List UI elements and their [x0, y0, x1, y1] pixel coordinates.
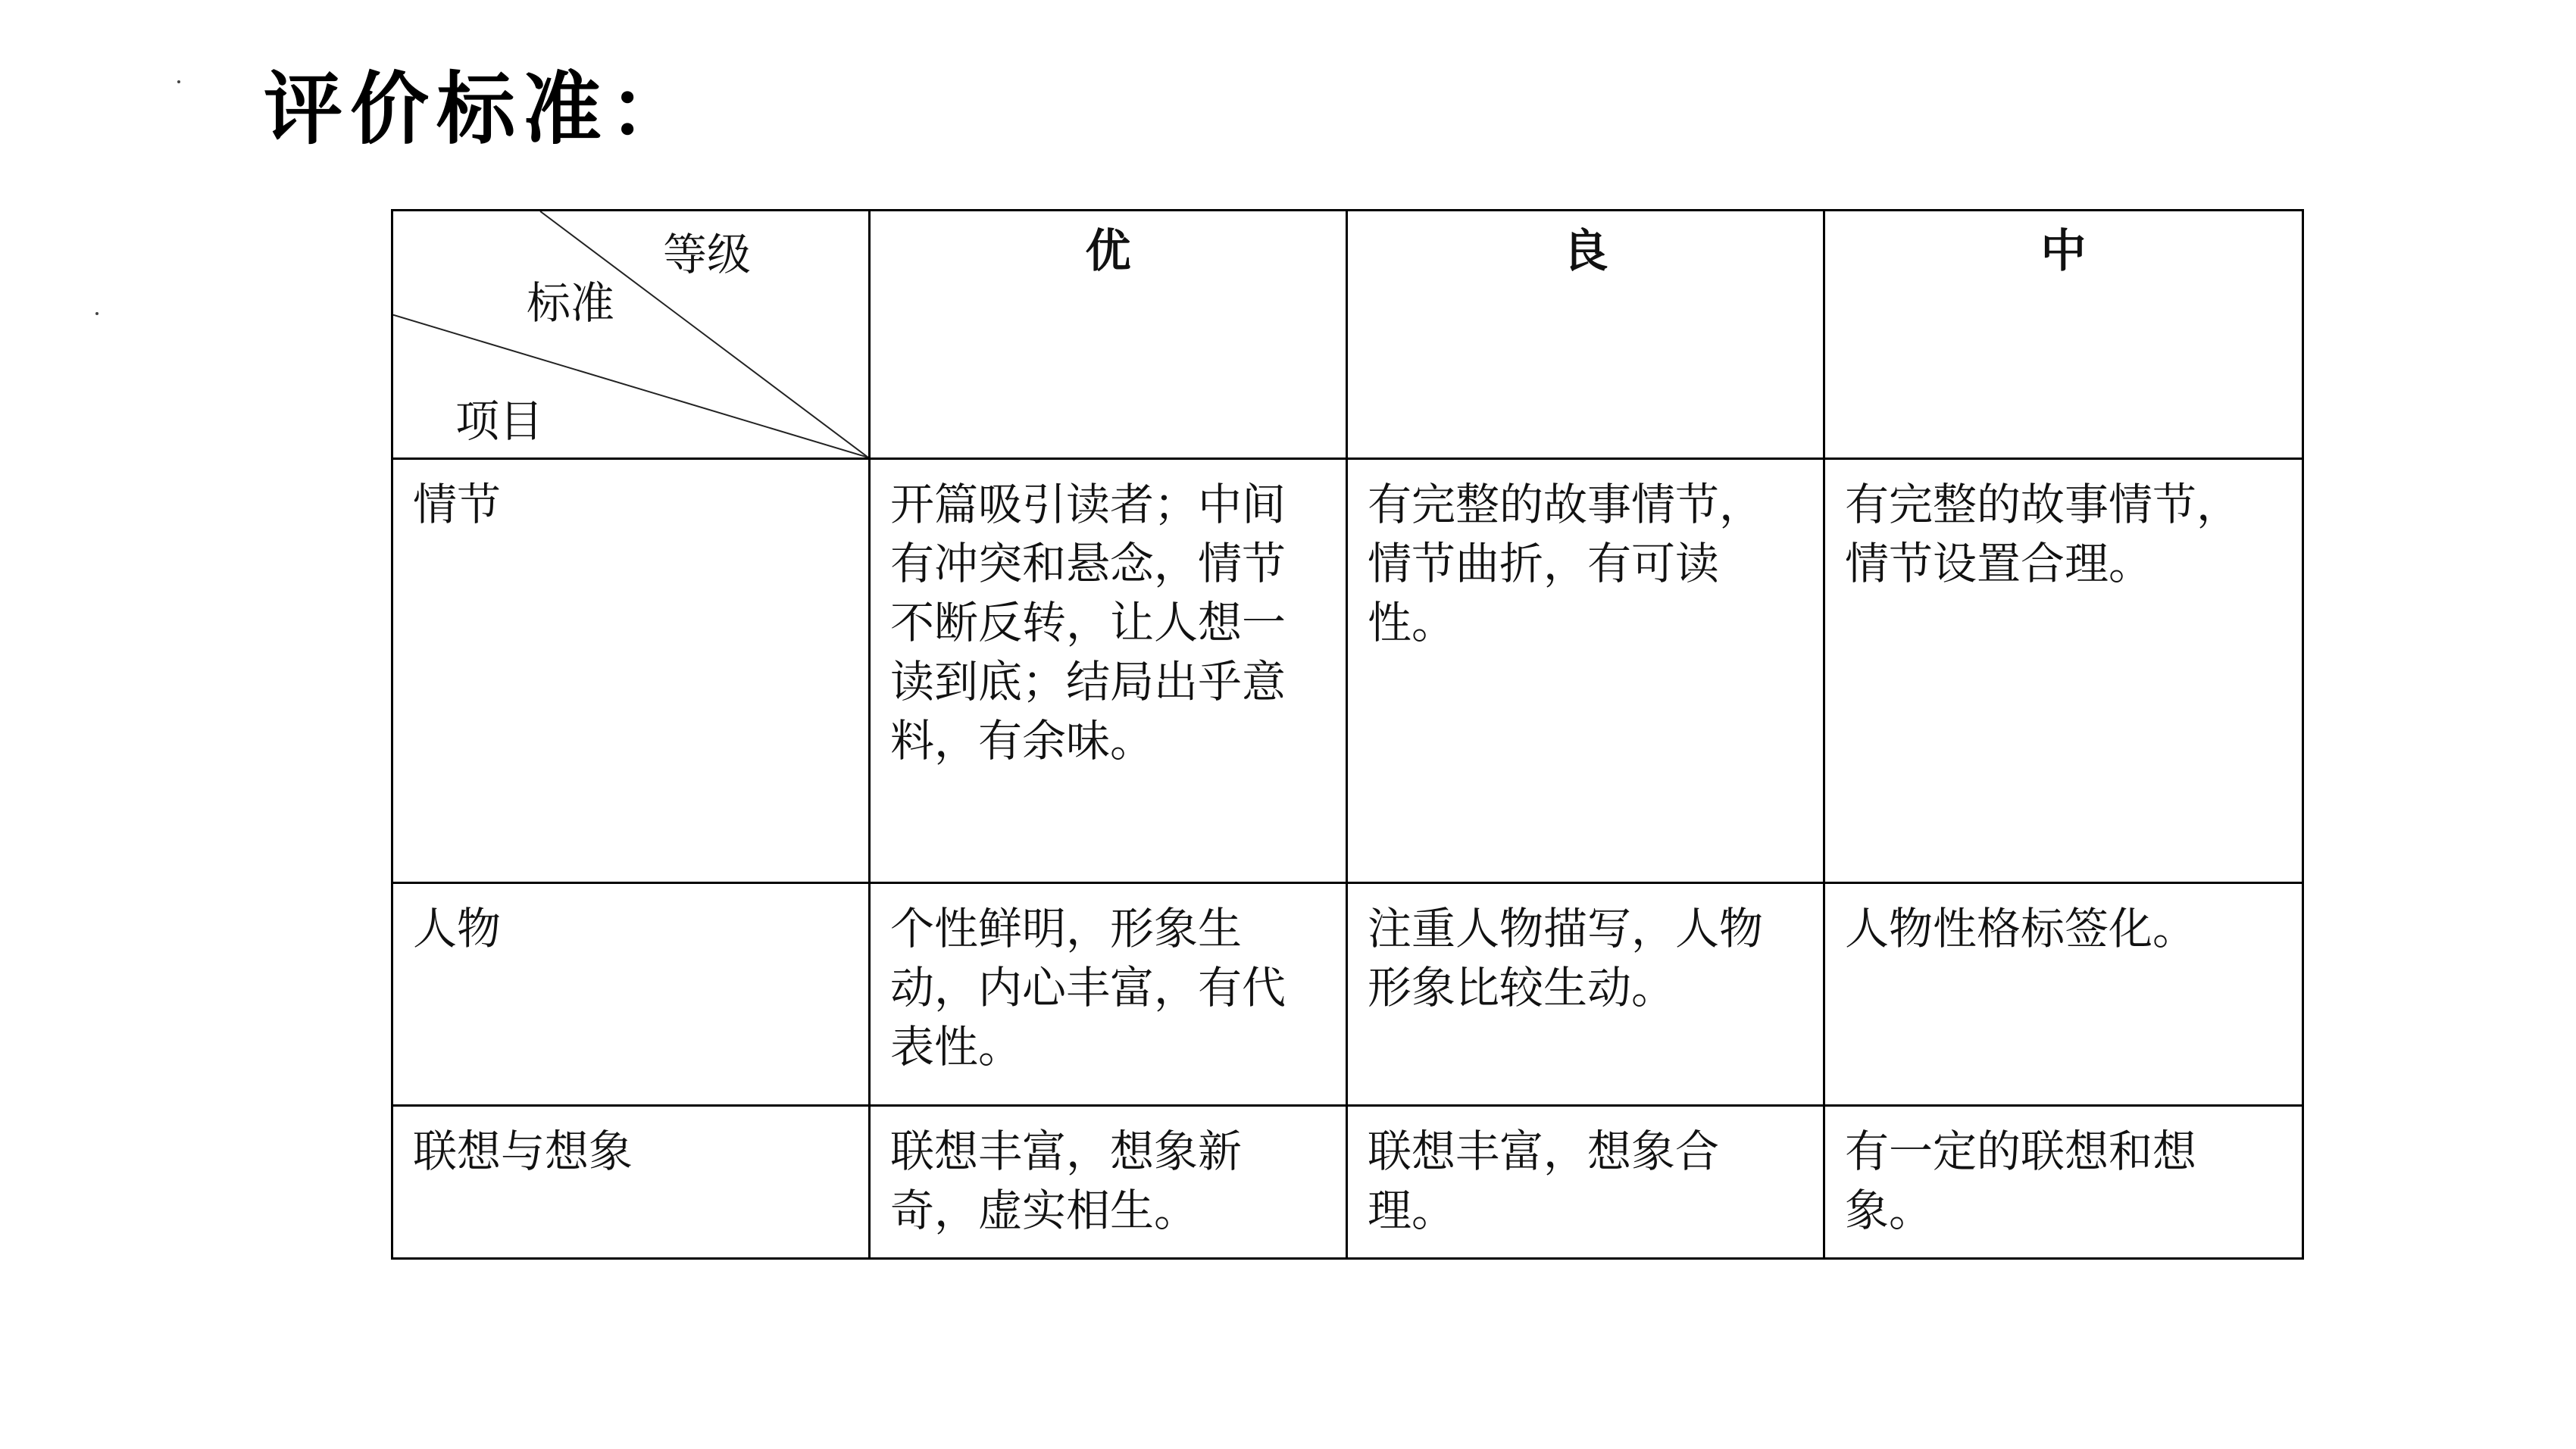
criteria-text: 开篇吸引读者；中间有冲突和悬念，情节不断反转，让人想一读到底；结局出乎意料，有余味。: [890, 479, 1286, 767]
criteria-text: 有完整的故事情节，情节设置合理。: [1845, 479, 2241, 589]
page-title: 评价标准：: [264, 63, 696, 155]
criteria-text: 注重人物描写，人物形象比较生动。: [1368, 903, 1764, 1013]
grade-header-average: [1824, 211, 2303, 459]
corner-item-label: 项目: [455, 395, 544, 447]
criteria-text: 人物性格标签化。: [1845, 903, 2197, 954]
grade-header-excellent: [870, 211, 1347, 459]
stray-dot: [95, 312, 98, 315]
table-row: [392, 1106, 2303, 1259]
diagonal-header-cell: [392, 211, 870, 459]
item-label: 情节: [413, 479, 502, 530]
criteria-cell: [1347, 459, 1824, 883]
grade-label: 优: [1085, 225, 1131, 278]
criteria-cell: [1824, 883, 2303, 1106]
item-cell: [392, 459, 870, 883]
criteria-text: 有一定的联想和想象。: [1845, 1126, 2197, 1236]
criteria-cell: [870, 459, 1347, 883]
item-cell: [392, 883, 870, 1106]
stray-dot: [177, 80, 180, 83]
corner-standard-label: 标准: [527, 277, 615, 329]
criteria-cell: [1347, 1106, 1824, 1259]
table-row: [392, 883, 2303, 1106]
criteria-cell: [1824, 459, 2303, 883]
criteria-cell: [1347, 883, 1824, 1106]
item-label: 人物: [413, 903, 502, 954]
criteria-text: 有完整的故事情节，情节曲折，有可读性。: [1368, 479, 1764, 648]
grade-label: 中: [2040, 225, 2087, 278]
criteria-text: 联想丰富，想象新奇，虚实相生。: [890, 1126, 1243, 1236]
evaluation-table: [391, 209, 2304, 1260]
grade-header-good: [1347, 211, 1824, 459]
criteria-cell: [1824, 1106, 2303, 1259]
table-row: [392, 459, 2303, 883]
criteria-cell: [870, 883, 1347, 1106]
criteria-cell: [870, 1106, 1347, 1259]
criteria-text: 联想丰富，想象合理。: [1368, 1126, 1720, 1236]
table-header-row: [392, 211, 2303, 459]
criteria-text: 个性鲜明，形象生动，内心丰富，有代表性。: [890, 903, 1286, 1073]
grade-label: 良: [1562, 225, 1608, 278]
corner-grade-label: 等级: [663, 229, 752, 280]
item-label: 联想与想象: [413, 1126, 633, 1177]
item-cell: [392, 1106, 870, 1259]
